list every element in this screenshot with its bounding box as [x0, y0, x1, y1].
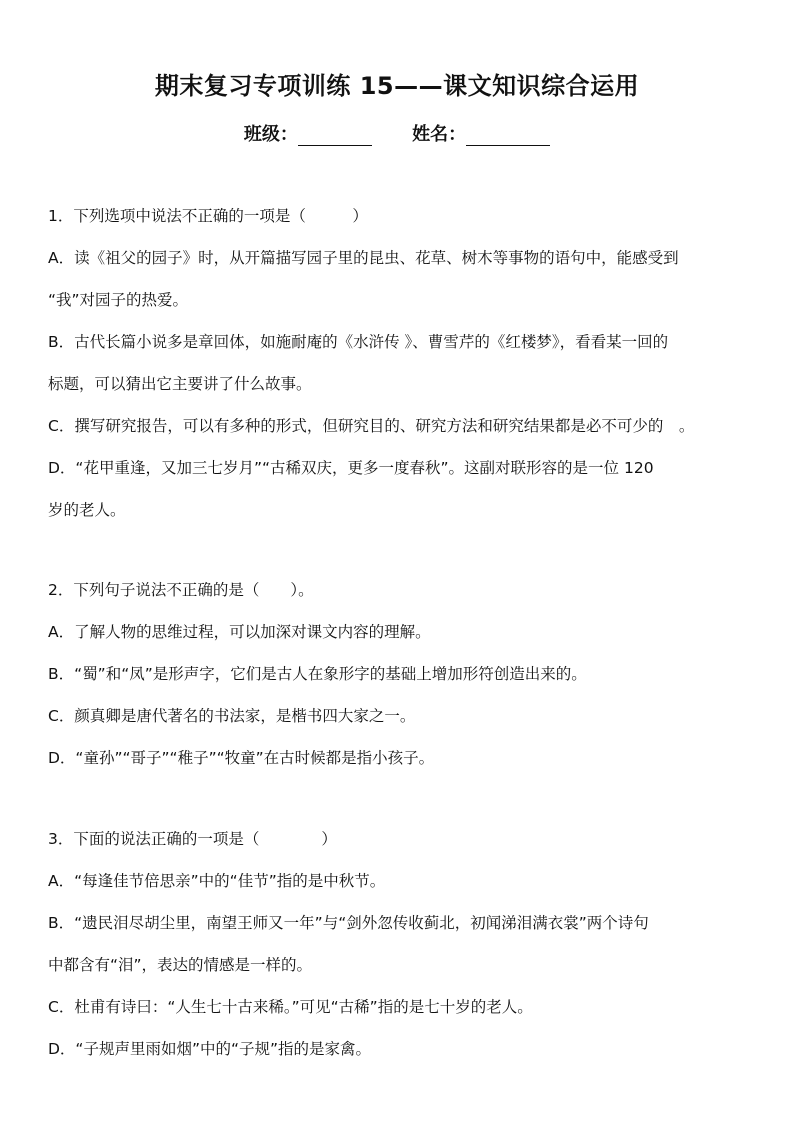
question-1	[48, 195, 748, 531]
option-a-cont: “我”对园子的热爱。	[48, 291, 189, 309]
option-a: A．了解人物的思维过程，可以加深对课文内容的理解。	[48, 623, 431, 641]
option-d: D．“花甲重逢，又加三七岁月”“古稀双庆，更多一度春秋”。这副对联形容的是一位 120	[48, 459, 654, 477]
option-b-cont: 标题，可以猜出它主要讲了什么故事。	[48, 375, 312, 393]
question-2	[48, 569, 748, 779]
option-c: C．杜甫有诗曰：“人生七十古来稀。”可见“古稀”指的是七十岁的老人。	[48, 998, 533, 1016]
option-b: B．古代长篇小说多是章回体，如施耐庵的《水浒传 》、曹雪芹的《红楼梦》，看看某一回的	[48, 333, 669, 351]
name-label: 姓名：	[412, 124, 467, 145]
name-blank[interactable]	[466, 127, 550, 146]
question-stem: 2．下列句子说法不正确的是（ ）。	[48, 581, 314, 599]
option-c: C．颜真卿是唐代著名的书法家，是楷书四大家之一。	[48, 707, 416, 725]
option-d-cont: 岁的老人。	[48, 501, 126, 519]
option-b-cont: 中都含有“泪”，表达的情感是一样的。	[48, 956, 313, 974]
class-blank[interactable]	[298, 127, 372, 146]
question-3	[48, 818, 748, 1070]
name-field	[412, 120, 550, 146]
page-title: 期末复习专项训练 15——课文知识综合运用	[154, 72, 640, 100]
option-a: A．“每逢佳节倍思亲”中的“佳节”指的是中秋节。	[48, 872, 386, 890]
question-stem: 3．下面的说法正确的一项是（ ）	[48, 830, 337, 848]
option-d: D．“子规声里雨如烟”中的“子规”指的是家禽。	[48, 1040, 372, 1058]
option-b: B．“遗民泪尽胡尘里，南望王师又一年”与“剑外忽传收蓟北，初闻涕泪满衣裳”两个诗句	[48, 914, 649, 932]
option-a: A．读《祖父的园子》时，从开篇描写园子里的昆虫、花草、树木等事物的语句中，能感受到	[48, 249, 679, 267]
class-field	[244, 120, 372, 146]
option-b: B．“蜀”和“凤”是形声字，它们是古人在象形字的基础上增加形符创造出来的。	[48, 665, 587, 683]
option-d: D．“童孙”“哥子”“稚子”“牧童”在古时候都是指小孩子。	[48, 749, 435, 767]
student-info	[0, 120, 794, 146]
question-stem: 1．下列选项中说法不正确的一项是（ ）	[48, 207, 368, 225]
option-c: C．撰写研究报告，可以有多种的形式，但研究目的、研究方法和研究结果都是必不可少的 。	[48, 417, 695, 435]
class-label: 班级：	[243, 124, 298, 145]
